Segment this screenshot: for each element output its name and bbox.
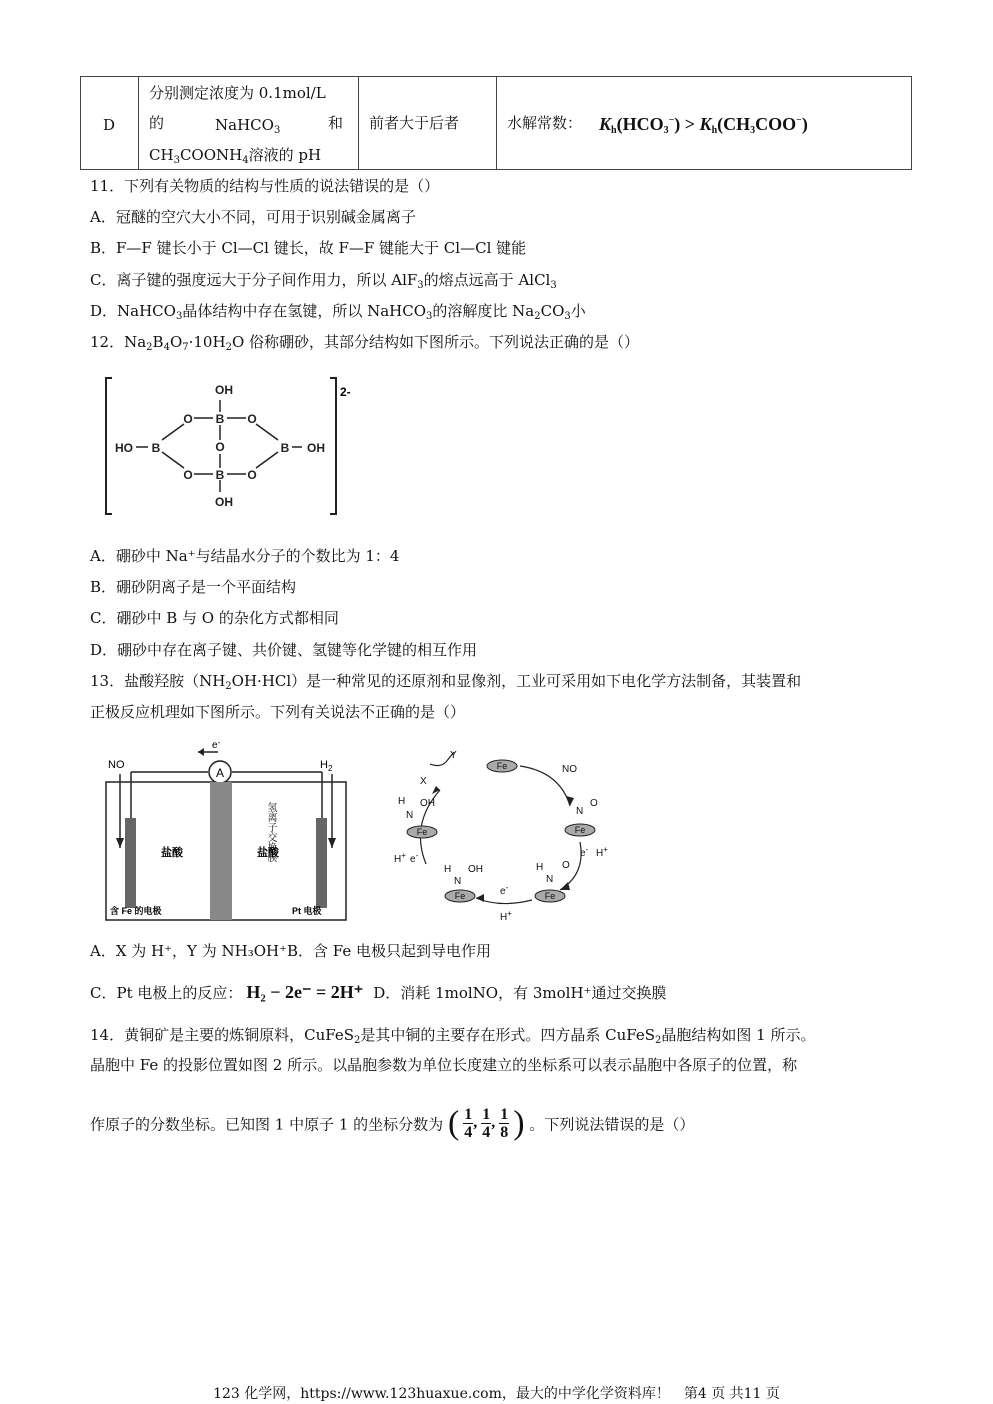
h-label: H — [398, 796, 406, 807]
q11-option-d: D．NaHCO$_3$晶体结构中存在氢键，所以 NaHCO$_3$的溶解度比 $Na_2CO_3$小 — [90, 302, 586, 322]
hplus-label: H+ — [500, 909, 512, 923]
atom-b-left: B — [151, 441, 161, 455]
atom-b-bottom: B — [215, 468, 225, 482]
pt-electrode — [316, 818, 327, 908]
q12-option-a: A．硼砂中 Na⁺与结晶水分子的个数比为 1：4 — [90, 547, 400, 565]
answer-table-row-d — [80, 76, 912, 170]
fractional-coordinate: ( $\frac{1}{4}$, $\frac{1}{4}$, $\frac{1}{8}$ ) — [447, 1104, 525, 1142]
electron-label: e- — [212, 738, 221, 751]
experiment-text-nahco3: NaHCO$_3$ — [215, 116, 281, 136]
q14-line3: 作原子的分数坐标。已知图 1 中原子 1 的坐标分数为 ( $\frac{1}{4}$, $\frac{1}{4}$, $\frac{1}{8}$ ) 。下列说法错误的是（） — [90, 1104, 695, 1142]
atom-ho-left: HO — [115, 441, 133, 455]
atom-b-right: B — [280, 441, 290, 455]
left-solution-label: 盐酸 — [161, 847, 183, 859]
n-label: N — [546, 874, 554, 885]
atom-b-top: B — [215, 412, 225, 426]
atom-oh-bottom: OH — [215, 495, 233, 509]
atom-oh-right: OH — [307, 441, 325, 455]
experiment-text-and: 和 — [328, 114, 344, 132]
right-solution-label: 盐酸 — [257, 847, 279, 859]
right-electrode-label: Pt 电极 — [292, 906, 322, 916]
q11-option-b: B．F—F 键长小于 Cl—Cl 键长，故 F—F 键能大于 Cl—Cl 键能 — [90, 239, 527, 257]
atom-o: O — [183, 468, 193, 482]
experiment-text-line3: $CH_3COONH_4$溶液的 pH — [149, 146, 322, 166]
q13-options-cd: C．Pt 电极上的反应： H₂ − 2e⁻ = 2H⁺ D．消耗 1molNO，有 3molH⁺通过交换膜 — [90, 982, 667, 1002]
electron-label: e- — [410, 851, 419, 865]
left-bracket — [106, 378, 112, 514]
hplus-label: H+ — [394, 851, 406, 865]
table-divider — [358, 77, 359, 169]
q13-stem-line2: 正极反应机理如下图所示。下列有关说法不正确的是（） — [90, 703, 466, 721]
oh-label: OH — [468, 864, 483, 875]
atom-o: O — [247, 412, 257, 426]
x-label: X — [420, 776, 427, 787]
atom-o: O — [247, 468, 257, 482]
q14-line2: 晶胞中 Fe 的投影位置如图 2 所示。以晶胞参数为单位长度建立的坐标系可以表示晶胞中各原子的位置，称 — [90, 1056, 798, 1074]
pt-electrode-equation: H₂ − 2e⁻ = 2H⁺ — [246, 982, 364, 1002]
y-label: Y — [450, 750, 457, 761]
table-divider — [496, 77, 497, 169]
table-divider — [138, 77, 139, 169]
q11-option-a: A．冠醚的空穴大小不同，可用于识别碱金属离子 — [90, 208, 416, 226]
fe-electrode — [125, 818, 136, 908]
atom-o-center: O — [215, 440, 225, 454]
reaction-mechanism-cycle — [390, 744, 620, 924]
q12-option-b: B．硼砂阴离子是一个平面结构 — [90, 578, 297, 596]
q13-stem-line1: 13．盐酸羟胺$(NH_2OH\cdot HCl)$是一种常见的还原剂和显像剂，工业可采用如下电化学方法制备，其装置和 — [90, 672, 802, 692]
oh-label: OH — [420, 798, 435, 809]
charge-label: 2- — [340, 385, 351, 399]
hplus-label: H+ — [596, 845, 608, 859]
q12-option-d: D．硼砂中存在离子键、共价键、氢键等化学键的相互作用 — [90, 641, 478, 659]
experiment-text-line2: 的 — [149, 114, 165, 132]
n-label: N — [454, 876, 462, 887]
no-label: NO — [562, 764, 577, 775]
fe-label: Fe — [496, 761, 508, 771]
fe-label: Fe — [454, 891, 466, 901]
q11-stem: 11．下列有关物质的结构与性质的说法错误的是（） — [90, 177, 440, 195]
o-label: O — [590, 798, 598, 809]
electron-label: e- — [500, 883, 509, 897]
h-label: H — [444, 864, 452, 875]
row-label: D — [103, 116, 116, 134]
h-label: H — [536, 862, 544, 873]
n-label: N — [576, 806, 584, 817]
right-bracket — [330, 378, 336, 514]
q13-options-ab: A．X 为 H⁺，Y 为 NH₃OH⁺B．含 Fe 电极只起到导电作用 — [90, 942, 492, 960]
experiment-text-line1: 分别测定浓度为 0.1mol/L — [149, 84, 326, 102]
q11-option-c: C．离子键的强度远大于分子间作用力，所以 AlF$_3$的熔点远高于 AlCl$_3$ — [90, 271, 557, 291]
conclusion-prefix: 水解常数： — [507, 114, 583, 132]
h2-inlet-label: $H_2$ — [320, 759, 333, 773]
n-label: N — [406, 810, 414, 821]
borax-anion-structure — [98, 372, 366, 520]
ammeter-label: A — [215, 766, 225, 780]
phenomenon-text: 前者大于后者 — [369, 114, 460, 132]
hydrolysis-constant-formula: $K_h(HCO_3^-) > K_h(CH_3COO^-)$ — [599, 114, 808, 136]
atom-o: O — [183, 412, 193, 426]
fe-label: Fe — [544, 891, 556, 901]
q12-option-c: C．硼砂中 B 与 O 的杂化方式都相同 — [90, 609, 339, 627]
membrane-label: 氢离子交换膜 — [216, 802, 276, 813]
q12-stem: 12．$Na_2B_4O_7\cdot 10H_2O$ 俗称硼砂，其部分结构如下图所示。下列说法正确的是（） — [90, 333, 640, 353]
atom-oh-top: OH — [215, 383, 233, 397]
left-electrode-label: 含 Fe 的电极 — [110, 906, 162, 916]
page-footer: 123 化学网，https://www.123huaxue.com，最大的中学化学资料库！ 第4 页 共11 页 — [213, 1386, 780, 1402]
electrochemical-cell-diagram — [100, 738, 356, 924]
no-inlet-label: NO — [108, 759, 125, 771]
q14-line1: 14．黄铜矿是主要的炼铜原料，CuFeS$_2$是其中铜的主要存在形式。四方晶系 CuFeS$_2$晶胞结构如图 1 所示。 — [90, 1026, 816, 1046]
electron-label: e- — [580, 845, 589, 859]
o-label: O — [562, 860, 570, 871]
fe-label: Fe — [574, 825, 586, 835]
fe-label: Fe — [416, 827, 428, 837]
